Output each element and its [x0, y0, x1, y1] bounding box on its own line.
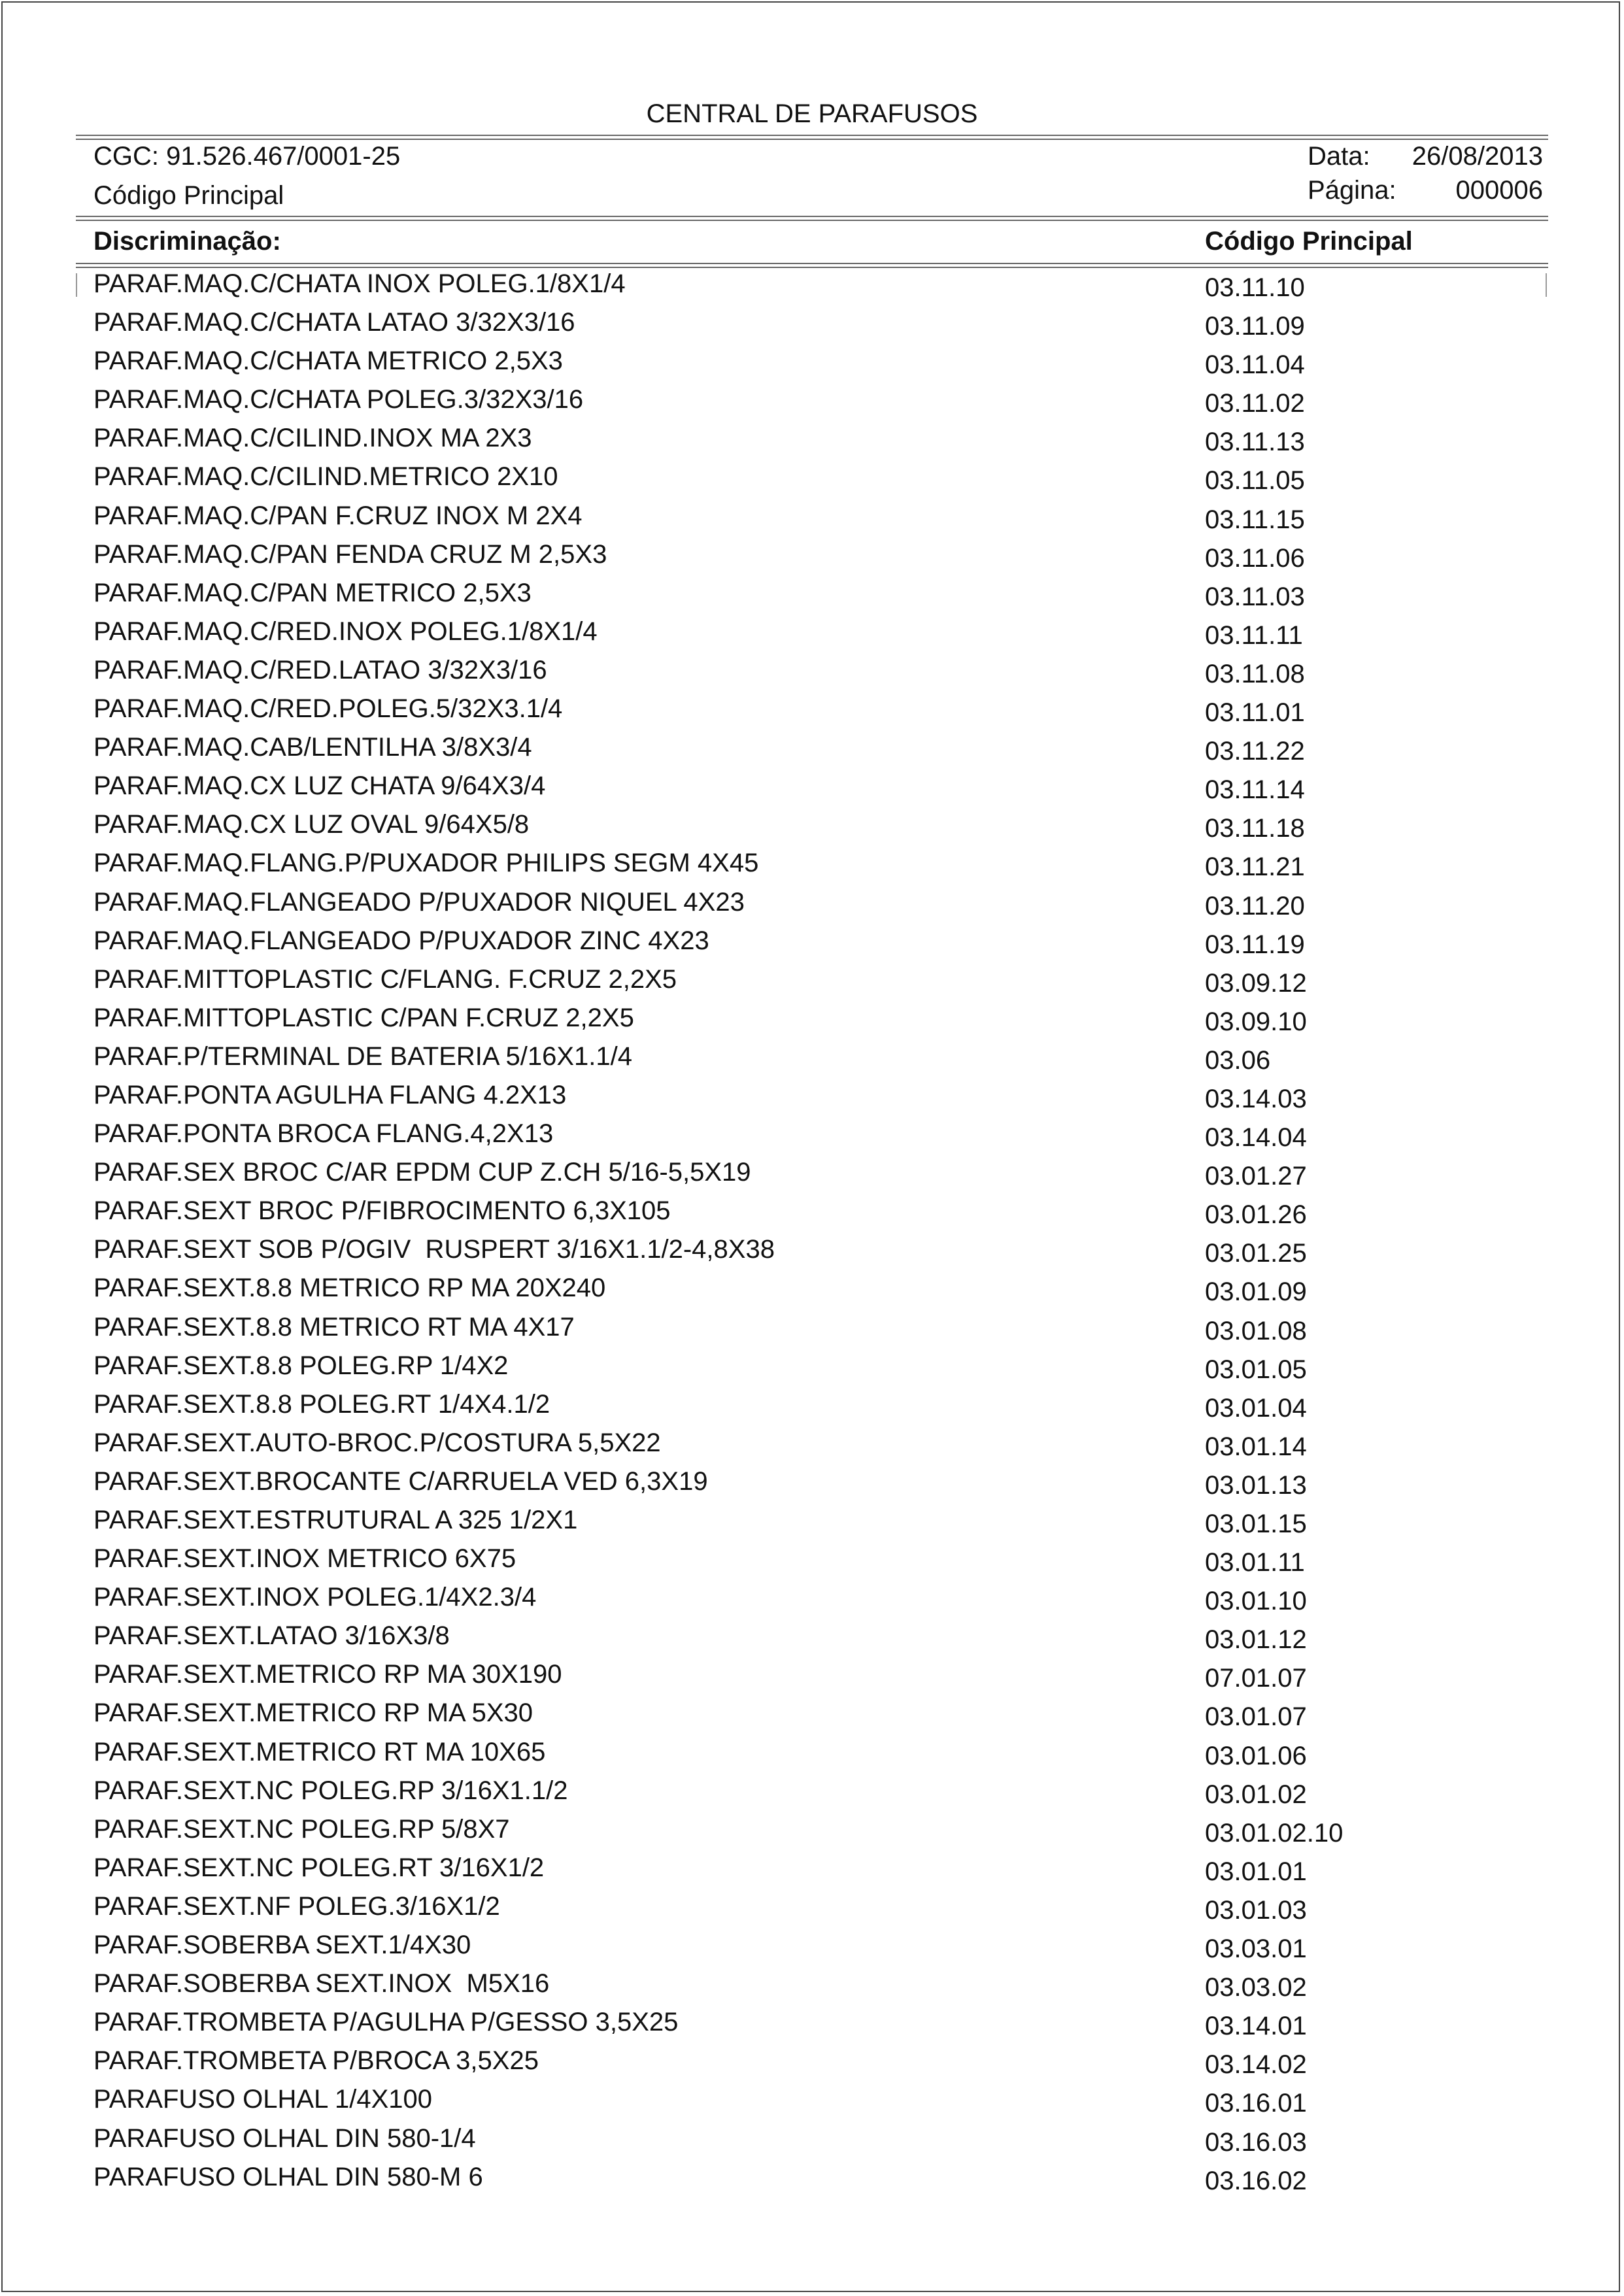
row-code: 03.01.11 [1205, 1548, 1305, 1578]
row-description: PARAF.MAQ.C/RED.INOX POLEG.1/8X1/4 [93, 616, 598, 646]
row-code: 03.11.20 [1205, 891, 1305, 920]
table-row [93, 2121, 1545, 2160]
row-code: 03.11.04 [1205, 350, 1305, 380]
table-row [93, 537, 1545, 576]
table-row [93, 653, 1545, 692]
row-code: 03.01.10 [1205, 1587, 1307, 1616]
row-code: 03.01.25 [1205, 1239, 1307, 1268]
row-code: 03.11.19 [1205, 930, 1305, 959]
row-code: 03.01.09 [1205, 1277, 1307, 1307]
row-description: PARAF.MAQ.FLANGEADO P/PUXADOR ZINC 4X23 [93, 926, 709, 955]
table-row [93, 1194, 1545, 1232]
table-row [93, 1078, 1545, 1117]
row-code: 03.11.13 [1205, 428, 1305, 457]
row-code: 03.16.03 [1205, 2127, 1307, 2157]
table-row [93, 1774, 1545, 1812]
row-description: PARAF.SEXT.NC POLEG.RP 3/16X1.1/2 [93, 1776, 568, 1805]
row-description: PARAF.MAQ.C/CILIND.INOX MA 2X3 [93, 424, 532, 453]
row-code: 03.11.10 [1205, 273, 1305, 302]
row-description: PARAF.SEXT.BROCANTE C/ARRUELA VED 6,3X19 [93, 1466, 708, 1496]
table-row [93, 1349, 1545, 1387]
row-description: PARAF.MAQ.C/RED.LATAO 3/32X3/16 [93, 655, 547, 684]
table-row [93, 344, 1545, 382]
table-row [93, 1503, 1545, 1542]
row-code: 03.01.04 [1205, 1393, 1307, 1423]
table-right-tick [1546, 273, 1547, 297]
row-description: PARAF.SEXT.8.8 METRICO RT MA 4X17 [93, 1312, 575, 1342]
row-code: 03.01.12 [1205, 1625, 1307, 1655]
row-code: 03.09.12 [1205, 968, 1307, 998]
row-description: PARAF.SEXT.METRICO RP MA 30X190 [93, 1660, 562, 1689]
row-code: 03.11.05 [1205, 466, 1305, 496]
row-description: PARAF.TROMBETA P/AGULHA P/GESSO 3,5X25 [93, 2008, 679, 2037]
table-row [93, 267, 1545, 305]
row-description: PARAF.MAQ.C/PAN FENDA CRUZ M 2,5X3 [93, 539, 607, 569]
row-code: 07.01.07 [1205, 1664, 1307, 1693]
table-row [93, 1580, 1545, 1619]
row-code: 03.11.09 [1205, 312, 1305, 341]
row-description: PARAF.SEXT.NF POLEG.3/16X1/2 [93, 1891, 500, 1921]
table-row [93, 1001, 1545, 1039]
table-row [93, 1426, 1545, 1464]
table-row [93, 2082, 1545, 2121]
table-row [93, 421, 1545, 460]
table-row [93, 1735, 1545, 1774]
table-row [93, 2005, 1545, 2044]
header-bottom-rule [76, 216, 1548, 222]
row-code: 03.09.10 [1205, 1007, 1307, 1036]
row-code: 03.14.04 [1205, 1123, 1307, 1153]
row-code: 03.01.15 [1205, 1510, 1307, 1538]
row-description: PARAF.SEXT.8.8 POLEG.RP 1/4X2 [93, 1351, 509, 1380]
row-description: PARAF.MAQ.C/PAN F.CRUZ INOX M 2X4 [93, 501, 583, 530]
row-code: 03.01.02 [1205, 1780, 1307, 1809]
row-code: 03.11.01 [1205, 698, 1305, 728]
table-row [93, 1232, 1545, 1271]
row-description: PARAF.SOBERBA SEXT.1/4X30 [93, 1931, 471, 1960]
row-code: 03.03.02 [1205, 1973, 1307, 2002]
row-code: 03.01.08 [1205, 1316, 1307, 1345]
row-description: PARAF.SEXT SOB P/OGIV RUSPERT 3/16X1.1/2-4,8X38 [93, 1235, 775, 1264]
row-code: 03.11.15 [1205, 505, 1305, 534]
table-row [93, 1310, 1545, 1349]
table-row [93, 576, 1545, 615]
row-code: 03.11.18 [1205, 814, 1305, 843]
row-code: 03.01.26 [1205, 1200, 1307, 1230]
row-code: 03.11.11 [1205, 620, 1303, 650]
row-description: PARAF.MAQ.C/CHATA METRICO 2,5X3 [93, 346, 563, 376]
table-row [93, 2160, 1545, 2199]
table-row [93, 460, 1545, 498]
table-row [93, 807, 1545, 846]
row-code: 03.11.22 [1205, 737, 1305, 766]
row-description: PARAF.SEXT.METRICO RT MA 10X65 [93, 1737, 546, 1766]
row-code: 03.14.01 [1205, 2012, 1307, 2041]
row-description: PARAF.SEXT.8.8 POLEG.RT 1/4X4.1/2 [93, 1389, 550, 1419]
item-list [93, 267, 1545, 2199]
row-code: 03.01.07 [1205, 1702, 1307, 1732]
row-description: PARAF.MAQ.C/CHATA LATAO 3/32X3/16 [93, 308, 575, 337]
table-row [93, 1464, 1545, 1503]
row-code: 03.01.14 [1205, 1432, 1307, 1461]
table-row [93, 2044, 1545, 2082]
report-title: CENTRAL DE PARAFUSOS [646, 99, 978, 128]
table-row [93, 1117, 1545, 1155]
row-code: 03.14.03 [1205, 1084, 1307, 1113]
page-label: Página: [1308, 176, 1396, 205]
row-code: 03.01.03 [1205, 1895, 1307, 1925]
row-code: 03.01.13 [1205, 1470, 1307, 1500]
row-code: 03.11.14 [1205, 775, 1305, 805]
table-row [93, 1387, 1545, 1426]
row-description: PARAF.SEX BROC C/AR EPDM CUP Z.CH 5/16-5,5X19 [93, 1158, 751, 1187]
table-row [93, 305, 1545, 344]
date-value: 26/08/2013 [1412, 142, 1543, 171]
row-description: PARAFUSO OLHAL DIN 580-M 6 [93, 2162, 483, 2191]
row-code: 03.14.02 [1205, 2050, 1307, 2080]
column-header-code: Código Principal [1205, 227, 1413, 256]
row-description: PARAF.MAQ.C/CILIND.METRICO 2X10 [93, 462, 558, 492]
row-description: PARAF.MAQ.C/RED.POLEG.5/32X3.1/4 [93, 694, 563, 724]
table-row [93, 1851, 1545, 1889]
table-row [93, 1542, 1545, 1580]
table-left-tick [76, 273, 77, 297]
row-code: 03.01.27 [1205, 1162, 1307, 1191]
row-code: 03.11.02 [1205, 389, 1305, 418]
column-header-description: Discriminação: [93, 227, 281, 256]
table-row [93, 615, 1545, 653]
row-description: PARAF.SEXT.METRICO RP MA 5X30 [93, 1698, 533, 1728]
row-description: PARAF.SEXT.NC POLEG.RT 3/16X1/2 [93, 1853, 545, 1882]
row-description: PARAF.SEXT.INOX POLEG.1/4X2.3/4 [93, 1583, 537, 1612]
row-code: 03.01.05 [1205, 1355, 1307, 1384]
row-description: PARAF.MAQ.CX LUZ OVAL 9/64X5/8 [93, 810, 530, 839]
row-description: PARAF.MAQ.FLANG.P/PUXADOR PHILIPS SEGM 4X45 [93, 849, 759, 878]
table-row [93, 1696, 1545, 1734]
table-row [93, 1155, 1545, 1194]
row-description: PARAFUSO OLHAL DIN 580-1/4 [93, 2123, 476, 2153]
row-code: 03.06 [1205, 1045, 1271, 1075]
table-row [93, 1889, 1545, 1928]
row-description: PARAF.PONTA AGULHA FLANG 4.2X13 [93, 1080, 567, 1109]
row-code: 03.11.06 [1205, 543, 1305, 573]
table-row [93, 382, 1545, 421]
page-number: 000006 [1455, 176, 1543, 205]
date-label: Data: [1308, 142, 1370, 171]
row-code: 03.01.01 [1205, 1857, 1307, 1886]
row-description: PARAF.MITTOPLASTIC C/PAN F.CRUZ 2,2X5 [93, 1003, 634, 1032]
row-code: 03.16.02 [1205, 2166, 1307, 2195]
row-description: PARAFUSO OLHAL 1/4X100 [93, 2085, 433, 2114]
table-row [93, 1812, 1545, 1851]
row-code: 03.11.21 [1205, 853, 1305, 882]
table-row [93, 1039, 1545, 1078]
table-row [93, 1619, 1545, 1657]
row-description: PARAF.MAQ.C/PAN METRICO 2,5X3 [93, 578, 532, 607]
table-row [93, 1271, 1545, 1309]
row-description: PARAF.MAQ.FLANGEADO P/PUXADOR NIQUEL 4X23 [93, 887, 745, 917]
row-description: PARAF.MAQ.C/CHATA POLEG.3/32X3/16 [93, 385, 584, 414]
row-description: PARAF.SEXT.ESTRUTURAL A 325 1/2X1 [93, 1506, 578, 1534]
table-row [93, 730, 1545, 769]
row-description: PARAF.PONTA BROCA FLANG.4,2X13 [93, 1119, 554, 1149]
row-description: PARAF.SEXT BROC P/FIBROCIMENTO 6,3X105 [93, 1196, 671, 1226]
row-description: PARAF.SOBERBA SEXT.INOX M5X16 [93, 1969, 550, 1999]
table-row [93, 846, 1545, 885]
table-row [93, 769, 1545, 807]
table-row [93, 885, 1545, 924]
cgc-number: CGC: 91.526.467/0001-25 [93, 142, 401, 171]
table-row [93, 924, 1545, 962]
row-code: 03.16.01 [1205, 2089, 1307, 2118]
row-code: 03.03.01 [1205, 1934, 1307, 1964]
row-description: PARAF.P/TERMINAL DE BATERIA 5/16X1.1/4 [93, 1041, 633, 1071]
table-row [93, 1967, 1545, 2005]
row-description: PARAF.MAQ.C/CHATA INOX POLEG.1/8X1/4 [93, 269, 626, 298]
row-description: PARAF.SEXT.LATAO 3/16X3/8 [93, 1621, 450, 1651]
row-description: PARAF.SEXT.NC POLEG.RP 5/8X7 [93, 1814, 510, 1844]
row-description: PARAF.TROMBETA P/BROCA 3,5X25 [93, 2046, 539, 2076]
table-row [93, 1657, 1545, 1696]
row-description: PARAF.SEXT.8.8 METRICO RP MA 20X240 [93, 1274, 606, 1303]
report-subtitle: Código Principal [93, 181, 284, 210]
table-row [93, 1928, 1545, 1967]
row-description: PARAF.SEXT.AUTO-BROC.P/COSTURA 5,5X22 [93, 1428, 661, 1457]
row-code: 03.01.02.10 [1205, 1818, 1344, 1848]
row-description: PARAF.MAQ.CAB/LENTILHA 3/8X3/4 [93, 733, 532, 762]
row-code: 03.01.06 [1205, 1741, 1307, 1770]
table-row [93, 962, 1545, 1001]
row-description: PARAF.SEXT.INOX METRICO 6X75 [93, 1544, 516, 1574]
row-description: PARAF.MAQ.CX LUZ CHATA 9/64X3/4 [93, 771, 546, 801]
table-row [93, 692, 1545, 730]
row-code: 03.11.08 [1205, 659, 1305, 688]
row-code: 03.11.03 [1205, 582, 1305, 611]
row-description: PARAF.MITTOPLASTIC C/FLANG. F.CRUZ 2,2X5 [93, 964, 677, 994]
table-row [93, 499, 1545, 537]
